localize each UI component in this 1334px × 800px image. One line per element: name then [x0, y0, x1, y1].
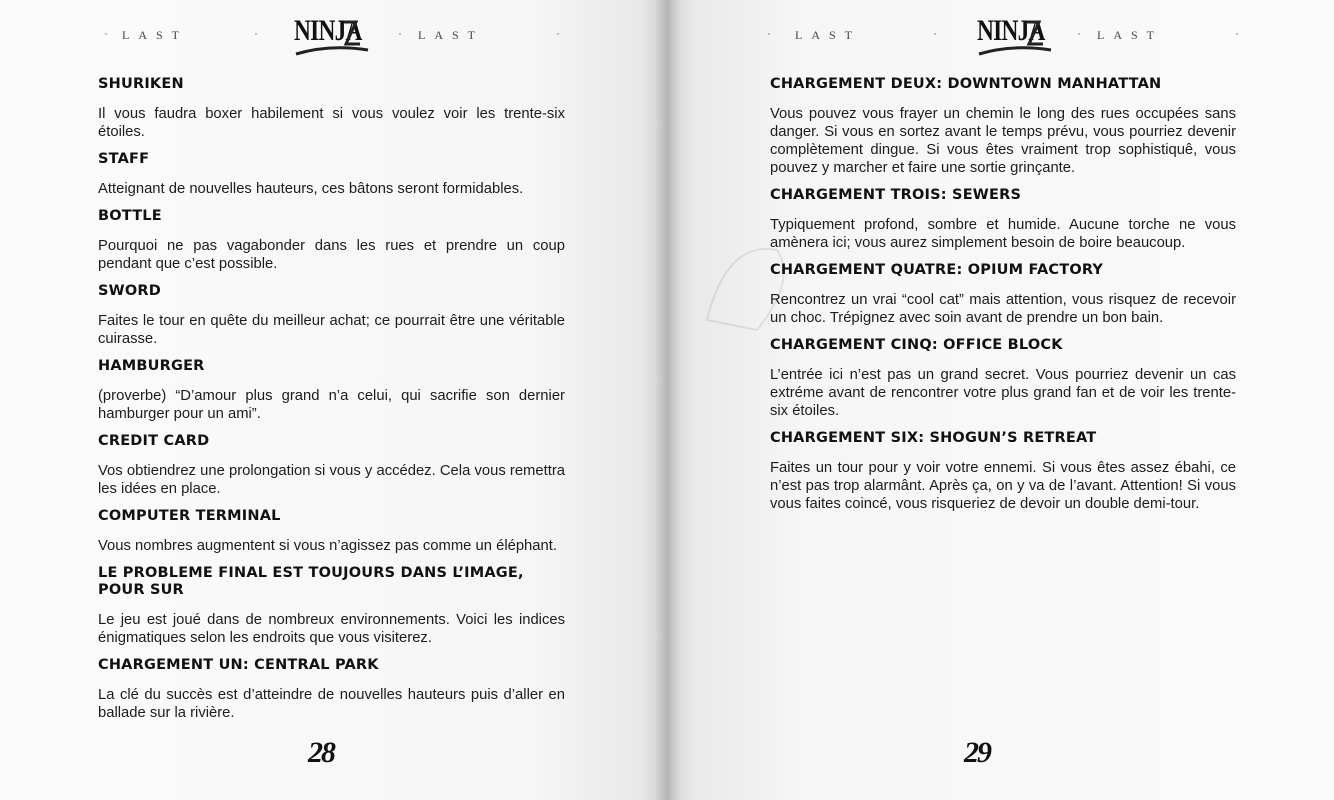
entry-body: Il vous faudra boxer habilement si vous voulez voir les trente-six étoiles.	[98, 106, 565, 140]
entry-body: (proverbe) “D’amour plus grand n’a celui, qui sacrifie son dernier hamburger pour un ami”.	[98, 388, 565, 422]
entry-title: SHURIKEN	[98, 76, 184, 92]
entry-body: Atteignant de nouvelles hauteurs, ces bâtons seront formidables.	[98, 181, 524, 197]
entry-body: Typiquement profond, sombre et humide. Aucune torche ne vous amènera ici; vous aurez simplement besoin de boire beaucoup.	[770, 217, 1236, 251]
header-dot: ·	[104, 26, 108, 40]
entry-block	[770, 430, 1236, 513]
entry-block	[770, 76, 1236, 177]
entry-block	[98, 508, 565, 555]
entry-block	[98, 657, 565, 722]
entry-body: L’entrée ici n’est pas un grand secret. Vous pourriez devenir un cas extréme avant de rencontrer votre plus grand fan et de voir les trente-six étoiles.	[770, 367, 1236, 419]
entry-block	[770, 337, 1236, 420]
entry-title: BOTTLE	[98, 208, 162, 224]
entry-body: Faites le tour en quête du meilleur achat; ce pourrait être une véritable cuirasse.	[98, 313, 565, 347]
header-dot: ·	[933, 26, 937, 40]
entry-title: CHARGEMENT TROIS: SEWERS	[770, 187, 1022, 203]
entry-title: CHARGEMENT CINQ: OFFICE BLOCK	[770, 337, 1063, 353]
header-word-right: LAST	[1097, 28, 1163, 42]
header-dot: ·	[1235, 26, 1239, 40]
right-page-content	[770, 76, 1236, 523]
page-number: 29	[964, 736, 990, 769]
entry-block	[98, 358, 565, 423]
entry-body: Vous pouvez vous frayer un chemin le long des rues occupées sans danger. Si vous en sortez avant le temps prévu, vous pourriez devenir complètement dingue. Si vous êtes vraiment trop sophistiquê, vous pouvez y marcher et faire une sortie grinçante.	[770, 106, 1236, 176]
entry-title: CHARGEMENT SIX: SHOGUN’S RETREAT	[770, 430, 1097, 446]
logo-wordmark: NINJA	[294, 14, 362, 47]
entry-title: LE PROBLEME FINAL EST TOUJOURS DANS L’IMAGE, POUR SUR	[98, 565, 524, 598]
right-page	[667, 0, 1334, 800]
header-dot: ·	[254, 26, 258, 40]
ninja-logo	[290, 14, 376, 58]
right-running-header	[667, 12, 1334, 60]
logo-swoosh-icon	[973, 14, 1059, 58]
entry-title: CREDIT CARD	[98, 433, 210, 449]
entry-body: Le jeu est joué dans de nombreux environnements. Voici les indices énigmatiques selon les endroits que vous visiterez.	[98, 612, 565, 646]
entry-title: CHARGEMENT DEUX: DOWNTOWN MANHATTAN	[770, 76, 1162, 92]
header-dot: ·	[398, 26, 402, 40]
entry-body: La clé du succès est d’atteindre de nouvelles hauteurs puis d’aller en ballade sur la rivière.	[98, 687, 565, 721]
entry-block	[98, 151, 565, 198]
header-dot: ·	[1077, 26, 1081, 40]
entry-title: CHARGEMENT QUATRE: OPIUM FACTORY	[770, 262, 1104, 278]
entry-title: COMPUTER TERMINAL	[98, 508, 281, 524]
header-dot: ·	[767, 26, 771, 40]
left-page-content	[98, 76, 565, 732]
entry-block	[770, 187, 1236, 252]
entry-title: SWORD	[98, 283, 161, 299]
entry-body: Pourquoi ne pas vagabonder dans les rues et prendre un coup pendant que c’est possible.	[98, 238, 565, 272]
entry-block	[98, 433, 565, 498]
header-word-right: LAST	[418, 28, 484, 42]
faint-illustration-icon	[687, 220, 807, 340]
entry-title: STAFF	[98, 151, 150, 167]
logo-wordmark: NINJA	[977, 14, 1045, 47]
entry-block	[98, 208, 565, 273]
entry-block	[98, 76, 565, 141]
entry-block	[98, 283, 565, 348]
page-number: 28	[308, 736, 334, 769]
entry-body: Vos obtiendrez une prolongation si vous y accédez. Cela vous remettra les idées en place.	[98, 463, 565, 497]
entry-body: Faites un tour pour y voir votre ennemi. Si vous êtes assez ébahi, ce n’est pas trop alarmânt. Après ça, on y va de l’avant. Attention! Si vous vous faites coincé, vous risqueriez de devoir un double demi-tour.	[770, 460, 1236, 512]
entry-body: Vous nombres augmentent si vous n’agissez pas comme un éléphant.	[98, 538, 557, 554]
entry-title: CHARGEMENT UN: CENTRAL PARK	[98, 657, 379, 673]
header-word-left: LAST	[795, 28, 861, 42]
header-word-left: LAST	[122, 28, 188, 42]
ninja-logo	[973, 14, 1059, 58]
entry-block	[770, 262, 1236, 327]
logo-swoosh-icon	[290, 14, 376, 58]
left-running-header	[0, 12, 667, 60]
header-dot: ·	[556, 26, 560, 40]
entry-body: Rencontrez un vrai “cool cat” mais attention, vous risquez de recevoir un choc. Trépignez avec soin avant de prendre un bon bain.	[770, 292, 1236, 326]
entry-block	[98, 565, 565, 647]
entry-title: HAMBURGER	[98, 358, 205, 374]
